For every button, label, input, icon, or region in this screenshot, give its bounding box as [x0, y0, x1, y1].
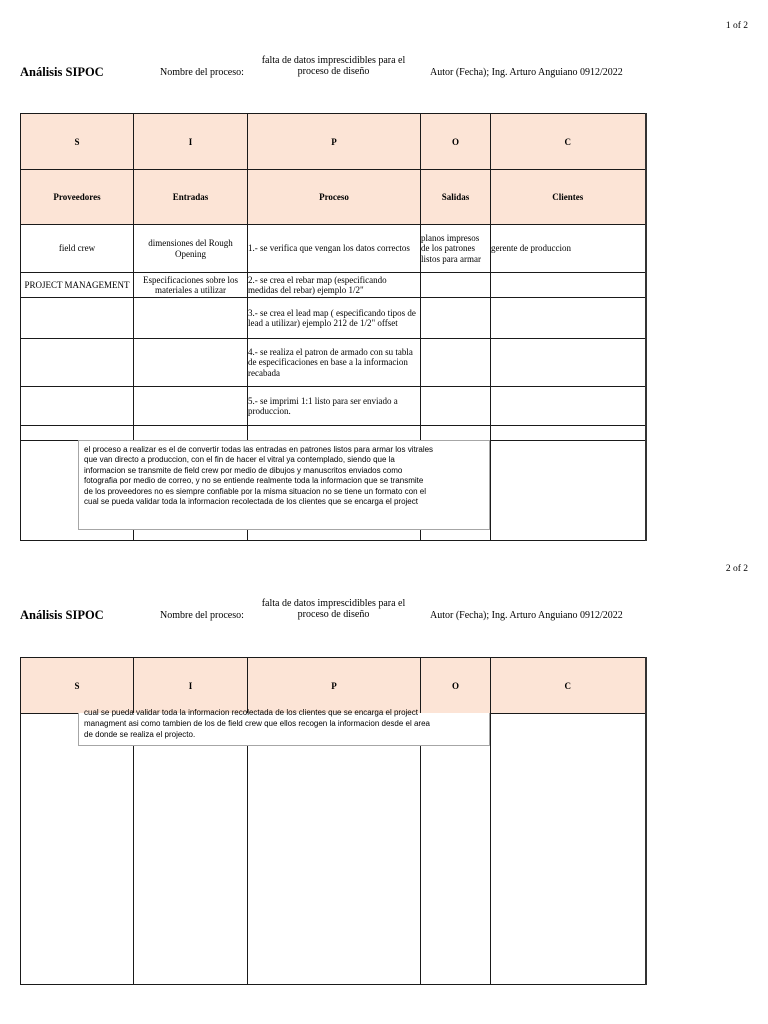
supplier-cell — [21, 298, 134, 339]
column-letter-c: C — [491, 114, 646, 170]
input-cell — [134, 339, 248, 387]
input-cell — [134, 225, 248, 273]
empty-cell — [421, 426, 491, 441]
note-text — [84, 707, 484, 740]
document-title: Análisis SIPOC — [20, 608, 104, 622]
column-letter-c: C — [491, 658, 646, 714]
empty-cell — [21, 714, 134, 985]
cell-line: listos para armar — [421, 253, 481, 264]
table-row — [21, 298, 646, 339]
cell-line: dimensiones del Rough — [148, 238, 233, 248]
author-date: Autor (Fecha); Ing. Arturo Anguiano 0912/2022 — [430, 67, 623, 78]
process-step-cell — [248, 225, 421, 273]
input-cell — [134, 298, 248, 339]
note-line: informacion se transmite de field crew por medio de dibujos y manuscritos enviados como — [84, 465, 403, 475]
column-letter-s: S — [21, 658, 134, 714]
empty-cell — [421, 714, 491, 985]
page-1 — [0, 0, 768, 507]
column-label-outputs: Salidas — [421, 170, 491, 225]
table-row — [21, 387, 646, 426]
cell-line: Opening — [175, 248, 206, 259]
table-row — [21, 426, 646, 441]
supplier-cell — [21, 225, 134, 273]
column-letter-o: O — [421, 114, 491, 170]
cell-line: medidas del rebar) ejemplo 1/2" — [248, 285, 364, 295]
empty-cell — [21, 426, 134, 441]
process-note-box-continued — [78, 708, 490, 746]
output-cell — [421, 339, 491, 387]
column-letter-o: O — [421, 658, 491, 714]
cell-line: field crew — [58, 243, 96, 254]
cell-line: gerente de produccion — [491, 243, 571, 254]
document-title: Análisis SIPOC — [20, 65, 104, 79]
note-line: cual se pueda validar toda la informacion recolectada de los clientes que se encarga el project — [84, 708, 418, 717]
customer-cell — [491, 225, 646, 273]
column-letter-p: P — [248, 658, 421, 714]
output-cell — [421, 298, 491, 339]
cell-line: 4.- se realiza el patron de armado con su tabla — [248, 346, 413, 357]
cell-line: materiales a utilizar — [155, 285, 226, 295]
empty-cell — [491, 441, 646, 541]
customer-cell — [491, 298, 646, 339]
cell-line: 2.- se crea el rebar map (especificando — [248, 274, 387, 285]
table-row — [21, 273, 646, 298]
process-note-box — [78, 440, 490, 530]
table-row — [21, 714, 646, 985]
output-cell — [421, 387, 491, 426]
table-row — [21, 339, 646, 387]
column-letter-p: P — [248, 114, 421, 170]
page-2 — [0, 543, 768, 1024]
cell-line: PROJECT MANAGEMENT — [24, 279, 130, 290]
cell-line: 1.- se verifica que vengan los datos correctos — [248, 243, 410, 254]
column-label-process: Proceso — [248, 170, 421, 225]
page-indicator: 2 of 2 — [725, 564, 748, 574]
cell-line: produccion. — [248, 406, 291, 416]
note-line: que van directo a produccion, con el fin de hacer el vitral ya contemplado, siendo que la — [84, 455, 395, 465]
input-cell — [134, 387, 248, 426]
sipoc-letter-row — [21, 114, 646, 170]
process-step-cell — [248, 298, 421, 339]
process-step-cell — [248, 273, 421, 298]
table-row — [21, 225, 646, 273]
note-line: el proceso a realizar es el de convertir todas las entradas en patrones listos para armar los vitrales — [84, 445, 434, 454]
process-name-line: falta de datos imprescidibles para el — [261, 55, 406, 66]
empty-cell — [134, 426, 248, 441]
column-letter-i: I — [134, 658, 248, 714]
cell-line: planos impresos — [421, 232, 480, 243]
note-line: managment asi como tambien de los de field crew que ellos recogen la informacion desde el area — [84, 719, 430, 728]
column-label-inputs: Entradas — [134, 170, 248, 225]
cell-line: lead a utilizar) ejemplo 212 de 1/2" offset — [248, 318, 398, 328]
cell-line: de los patrones — [421, 243, 475, 254]
sipoc-letter-row — [21, 658, 646, 714]
customer-cell — [491, 273, 646, 298]
cell-line: Especificaciones sobre los — [143, 274, 238, 285]
column-label-suppliers: Proveedores — [21, 170, 134, 225]
output-cell — [421, 273, 491, 298]
process-name — [247, 598, 420, 620]
column-label-customers: Clientes — [491, 170, 646, 225]
supplier-cell — [21, 339, 134, 387]
process-step-cell — [248, 387, 421, 426]
process-name-line: proceso de diseño — [297, 66, 370, 77]
note-line: cual se pueda validar toda la informacion recolectada de los clientes que se encarga el project — [84, 497, 418, 507]
cell-line: 5.- se imprimi 1:1 listo para ser enviado a — [248, 395, 398, 406]
column-letter-i: I — [134, 114, 248, 170]
empty-cell — [134, 714, 248, 985]
column-letter-s: S — [21, 114, 134, 170]
empty-cell — [248, 714, 421, 985]
customer-cell — [491, 339, 646, 387]
sipoc-label-row — [21, 170, 646, 225]
process-name-line: proceso de diseño — [297, 609, 370, 620]
empty-cell — [248, 426, 421, 441]
author-date: Autor (Fecha); Ing. Arturo Anguiano 0912/2022 — [430, 610, 623, 621]
cell-line: de especificaciones en base a la informacion — [248, 357, 408, 368]
supplier-cell — [21, 273, 134, 298]
supplier-cell — [21, 387, 134, 426]
output-cell — [421, 225, 491, 273]
customer-cell — [491, 387, 646, 426]
process-name — [247, 55, 420, 77]
note-line: de donde se realiza el projecto. — [84, 730, 196, 739]
note-line: fotografia por medio de correo, y no se entiende realmente toda la informacion que se transmite — [84, 476, 424, 486]
page-indicator: 1 of 2 — [725, 21, 748, 31]
process-name-label: Nombre del proceso: — [160, 610, 244, 621]
empty-cell — [491, 426, 646, 441]
note-line: de los proveedores no es siempre confiable por la misma situacion no se tiene un formato con el — [84, 486, 426, 496]
cell-line: 3.- se crea el lead map ( especificando tipos de — [248, 307, 416, 318]
empty-cell — [491, 714, 646, 985]
process-name-label: Nombre del proceso: — [160, 67, 244, 78]
process-name-line: falta de datos imprescidibles para el — [261, 598, 406, 609]
cell-line: recabada — [248, 367, 280, 378]
input-cell — [134, 273, 248, 298]
process-step-cell — [248, 339, 421, 387]
